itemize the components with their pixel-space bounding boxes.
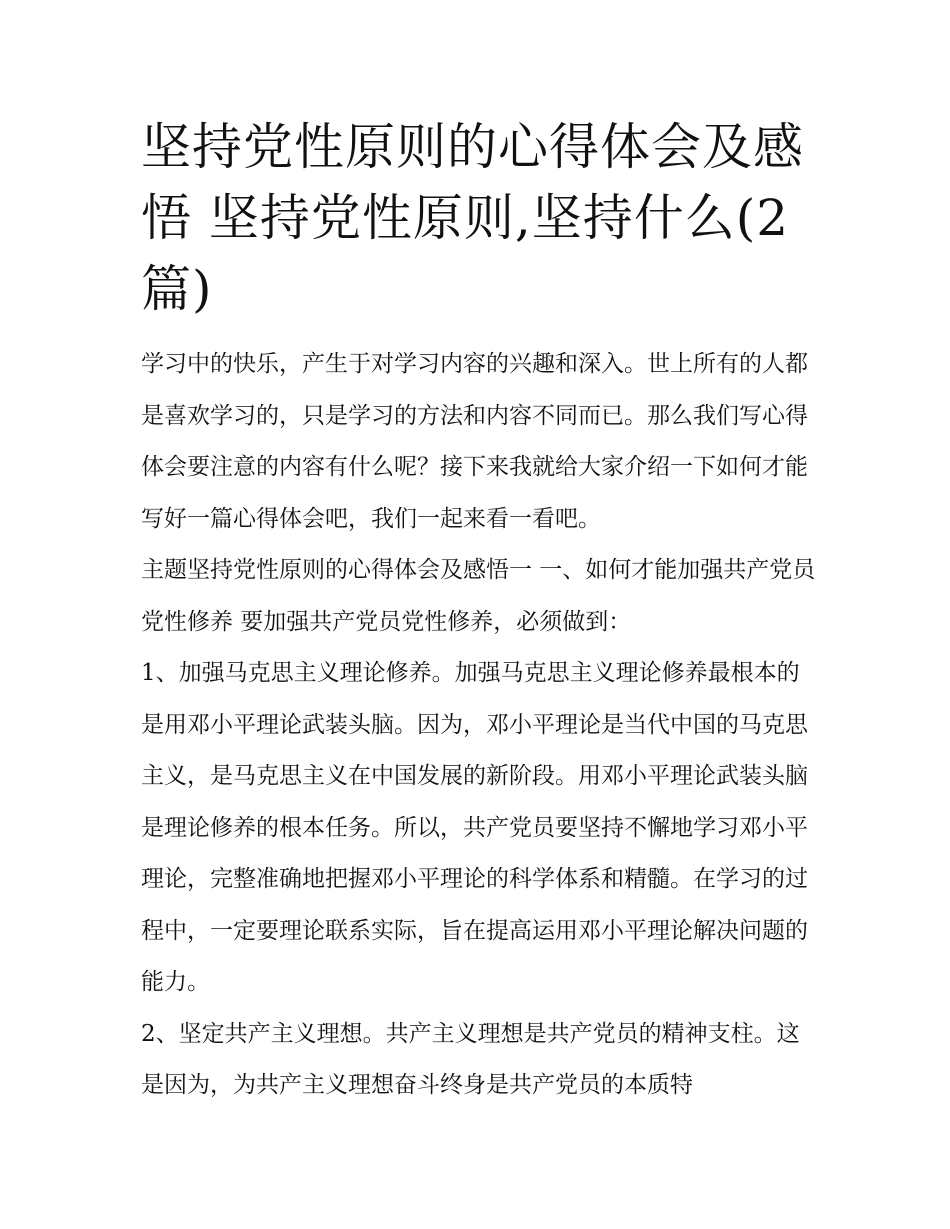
paragraph-intro: 学习中的快乐，产生于对学习内容的兴趣和深入。世上所有的人都是喜欢学习的，只是学习的方法和内容不同而已。那么我们写心得体会要注意的内容有什么呢？接下来我就给大家介绍一下如何才能写好一篇心得体会吧，我们一起来看一看吧。 [141, 351, 808, 532]
paragraph-point-1: 1、加强马克思主义理论修养。加强马克思主义理论修养最根本的是用邓小平理论武装头脑。因为，邓小平理论是当代中国的马克思主义，是马克思主义在中国发展的新阶段。用邓小平理论武装头脑是理论修养的根本任务。所以，共产党员要坚持不懈地学习邓小平理论，完整准确地把握邓小平理论的科学体系和精髓。在学习的过程中，一定要理论联系实际，旨在提高运用邓小平理论解决问题的能力。 [141, 660, 808, 995]
paragraph-topic: 主题坚持党性原则的心得体会及感悟一 一、如何才能加强共产党员党性修养 要加强共产党员党性修养，必须做到： [141, 557, 816, 635]
document-title: 坚持党性原则的心得体会及感悟 坚持党性原则,坚持什么(2篇) [141, 118, 804, 318]
paragraph-point-2: 2、坚定共产主义理想。共产主义理想是共产党员的精神支柱。这是因为，为共产主义理想奋斗终身是共产党员的本质特 [141, 1020, 800, 1098]
document-body [141, 112, 816, 1112]
